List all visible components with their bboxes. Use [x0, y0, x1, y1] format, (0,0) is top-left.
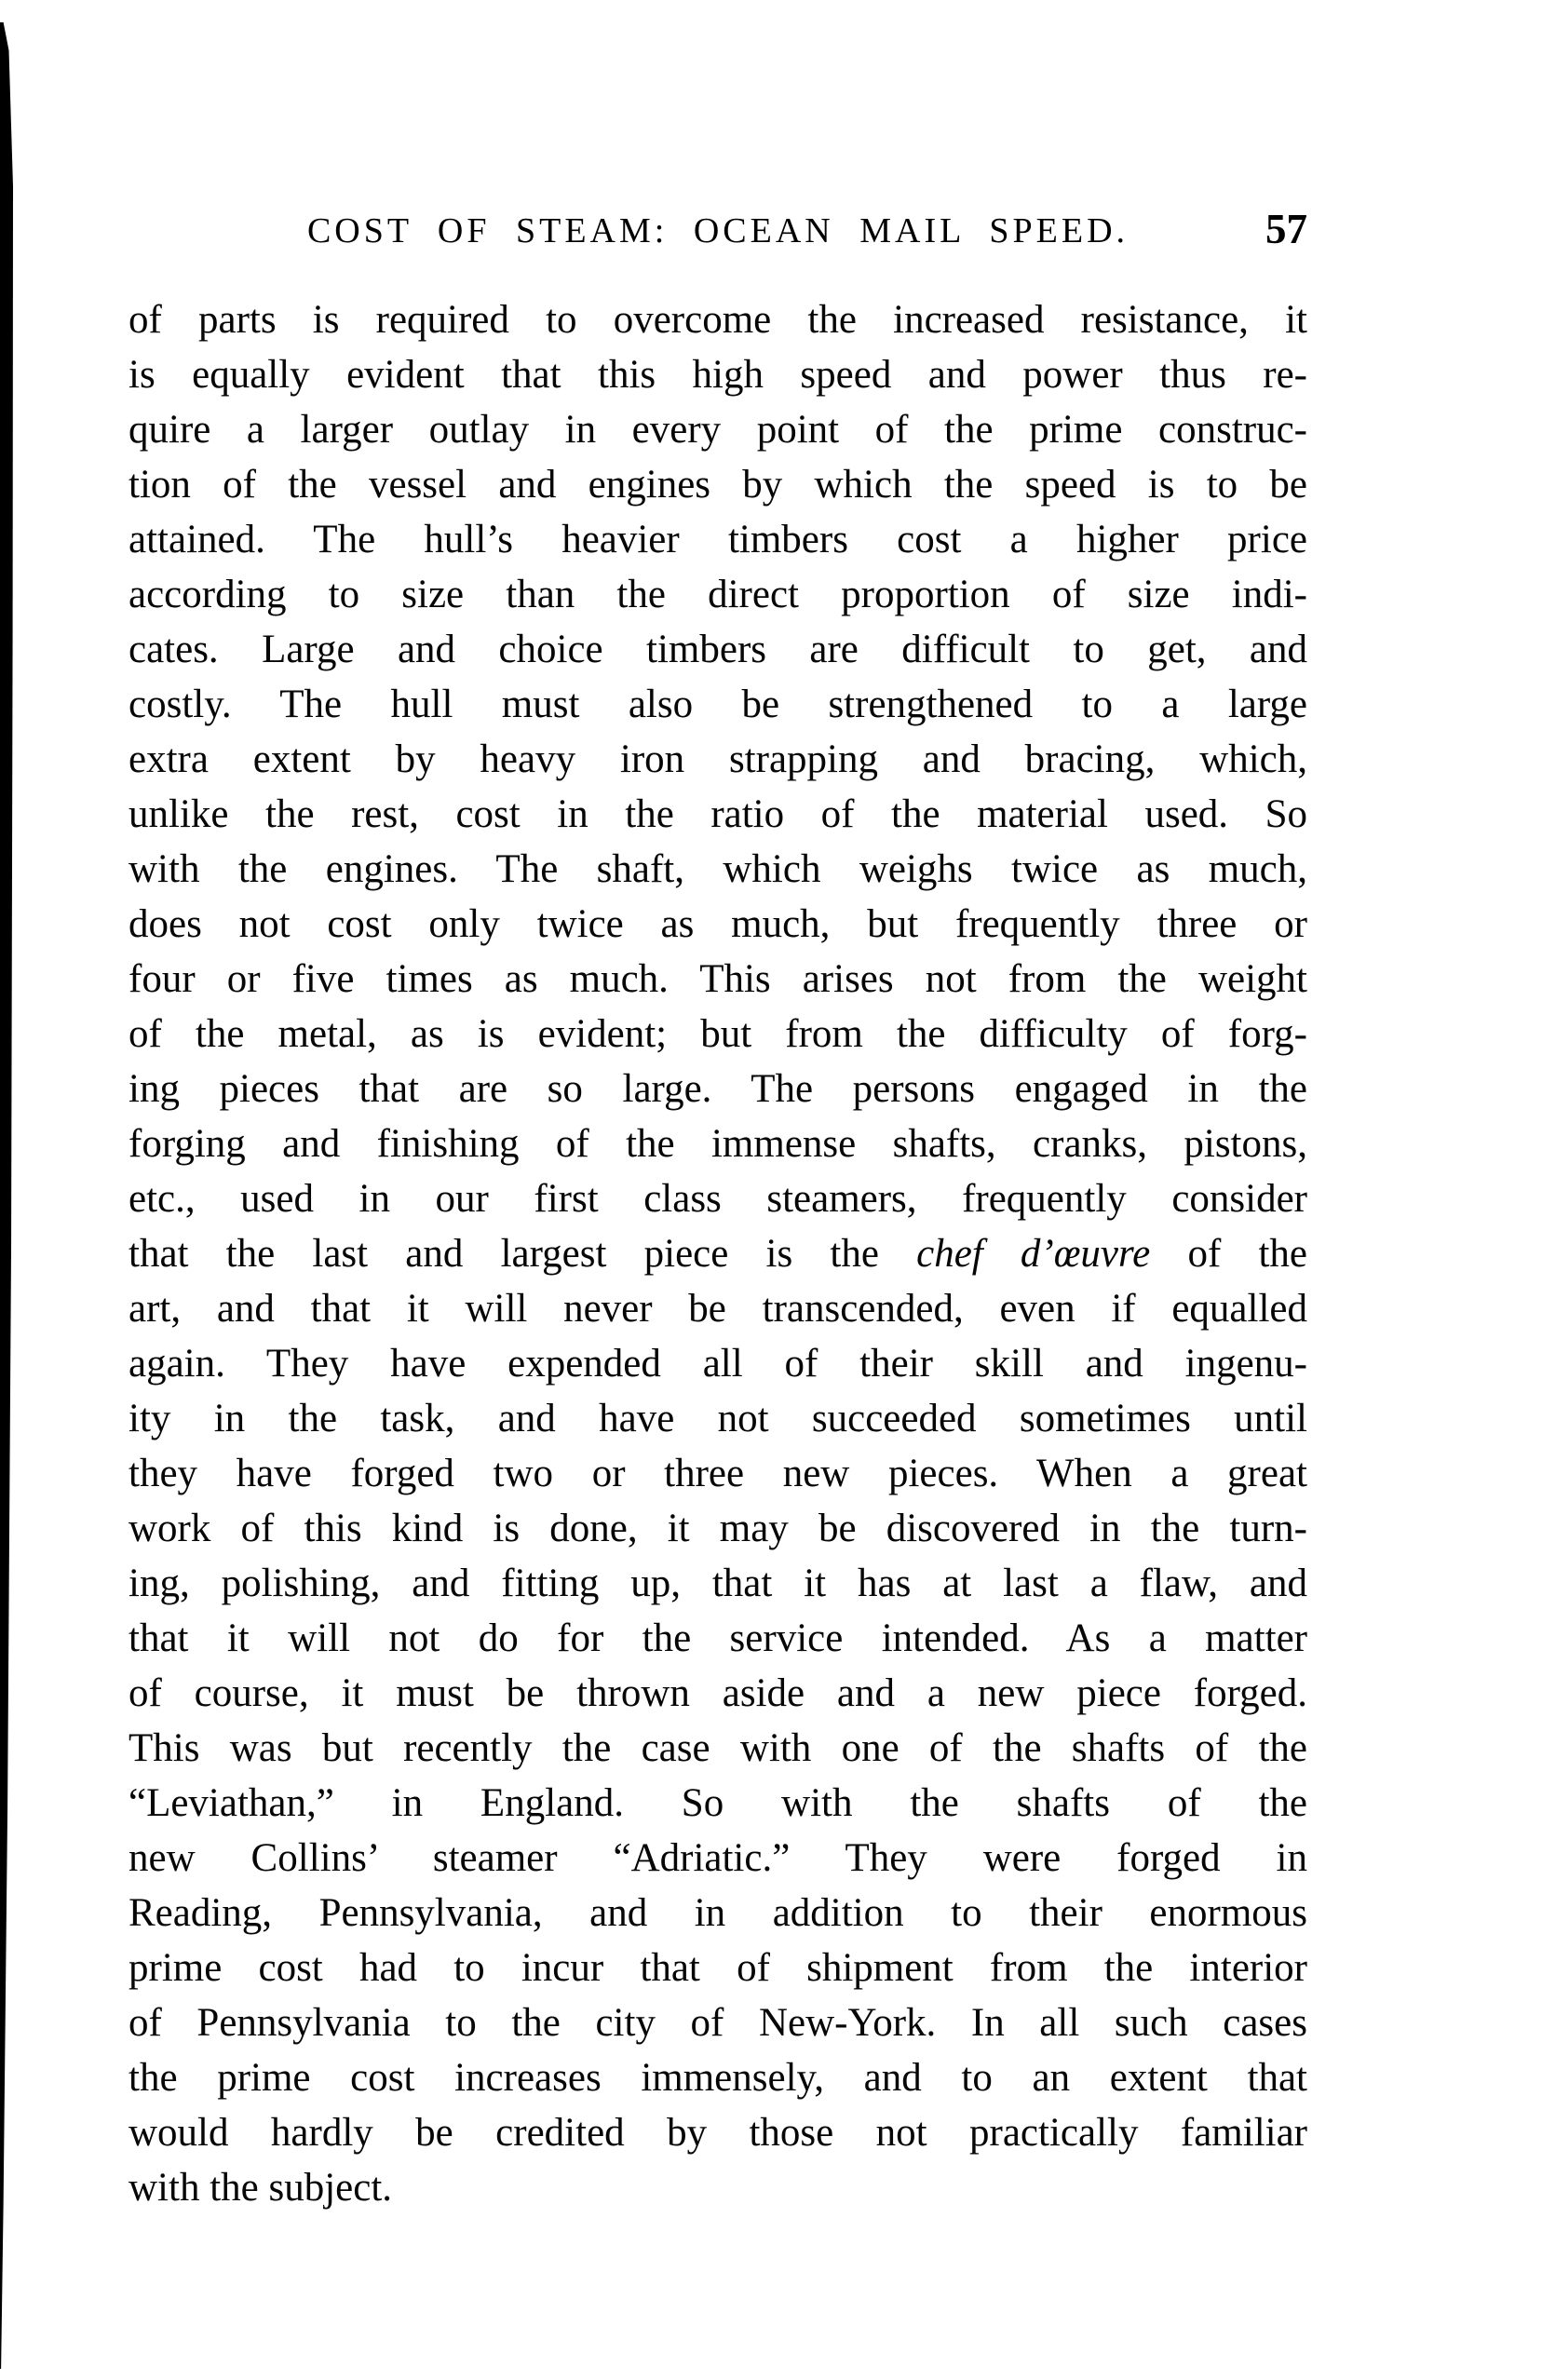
- text-line: does not cost only twice as much, but frequently three or: [128, 902, 1307, 946]
- text-line: quire a larger outlay in every point of the prime construc-: [128, 408, 1307, 452]
- text-line: of the metal, as is evident; but from the difficulty of forg-: [128, 1012, 1307, 1056]
- text-line: tion of the vessel and engines by which the speed is to be: [128, 463, 1307, 507]
- text-line: of Pennsylvania to the city of New-York. In all such cases: [128, 2001, 1307, 2045]
- text-line-with-italic: [128, 1226, 1307, 1281]
- text-line: is equally evident that this high speed and power thus re-: [128, 353, 1307, 397]
- text-line: according to size than the direct proportion of size indi-: [128, 573, 1307, 616]
- body-text: [128, 292, 1307, 2215]
- text-line: art, and that it will never be transcended, even if equalled: [128, 1287, 1307, 1331]
- text-line: attained. The hull’s heavier timbers cost a higher price: [128, 518, 1307, 561]
- text-line: the prime cost increases immensely, and to an extent that: [128, 2056, 1307, 2100]
- text-line: costly. The hull must also be strengthened to a large: [128, 683, 1307, 726]
- text-line: ing, polishing, and fitting up, that it has at last a flaw, and: [128, 1562, 1307, 1605]
- text-line: they have forged two or three new pieces. When a great: [128, 1452, 1307, 1495]
- italic-phrase: chef d’œuvre: [916, 1232, 1151, 1276]
- text-line: Reading, Pennsylvania, and in addition to their enormous: [128, 1891, 1307, 1935]
- text-line: of parts is required to overcome the increased resistance, it: [128, 298, 1307, 342]
- text-line: with the subject.: [128, 2166, 393, 2210]
- text-line: This was but recently the case with one of the shafts of the: [128, 1726, 1307, 1770]
- text-line: ing pieces that are so large. The persons engaged in the: [128, 1067, 1307, 1111]
- text-line: unlike the rest, cost in the ratio of the material used. So: [128, 792, 1307, 836]
- text-line: cates. Large and choice timbers are difficult to get, and: [128, 628, 1307, 671]
- text-segment: that the last and largest piece is the: [128, 1232, 917, 1276]
- text-line: prime cost had to incur that of shipment from the interior: [128, 1946, 1307, 1990]
- page-header: [128, 206, 1307, 268]
- text-line: ity in the task, and have not succeeded sometimes until: [128, 1397, 1307, 1440]
- scan-gutter-shadow: [0, 22, 13, 2369]
- text-line: etc., used in our first class steamers, frequently consider: [128, 1177, 1307, 1221]
- text-line: of course, it must be thrown aside and a new piece forged.: [128, 1671, 1307, 1715]
- text-line: forging and finishing of the immense shafts, cranks, pistons,: [128, 1122, 1307, 1166]
- text-line: work of this kind is done, it may be discovered in the turn-: [128, 1507, 1307, 1550]
- text-line: would hardly be credited by those not practically familiar: [128, 2111, 1307, 2155]
- text-line: “Leviathan,” in England. So with the shafts of the: [128, 1781, 1307, 1825]
- page-number: 57: [1265, 206, 1307, 252]
- text-line: that it will not do for the service intended. As a matter: [128, 1616, 1307, 1660]
- text-line: four or five times as much. This arises not from the weight: [128, 957, 1307, 1001]
- text-line: new Collins’ steamer “Adriatic.” They were forged in: [128, 1836, 1307, 1880]
- text-line: extra extent by heavy iron strapping and bracing, which,: [128, 737, 1307, 781]
- text-line: with the engines. The shaft, which weighs twice as much,: [128, 847, 1307, 891]
- text-line: again. They have expended all of their skill and ingenu-: [128, 1342, 1307, 1386]
- text-segment: of the: [1150, 1232, 1307, 1276]
- running-title: COST OF STEAM: OCEAN MAIL SPEED.: [306, 211, 1129, 250]
